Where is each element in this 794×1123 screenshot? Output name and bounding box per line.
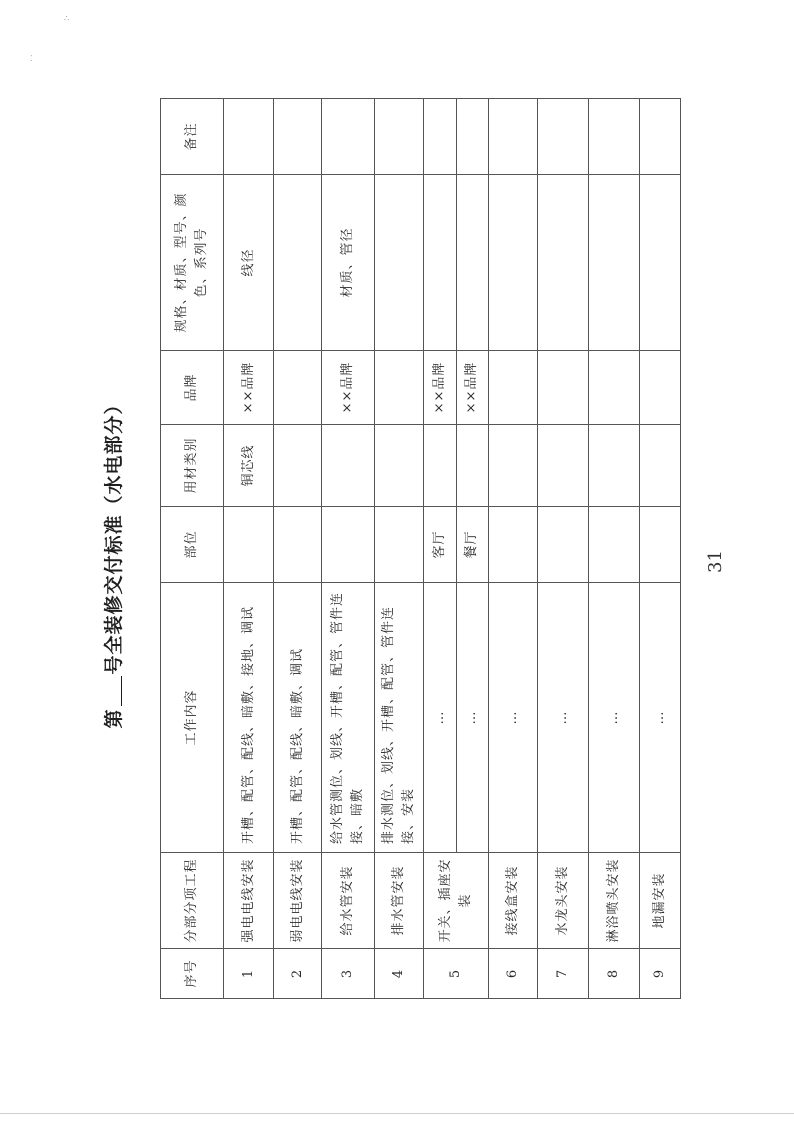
delivery-standard-table [160,98,681,999]
cell-seq: 5 [424,949,489,999]
cell-remark [375,99,424,175]
page-number: 31 [705,550,726,573]
header-sub-project: 分部分项工程 [161,853,224,949]
title-blank-line [105,677,122,707]
cell-sub-project: 弱电电线安装 [274,853,322,949]
table-row [274,99,322,999]
cell-remark [456,99,489,175]
cell-location [274,507,322,583]
scan-edge-line [0,1113,794,1114]
header-remark: 备注 [161,99,224,175]
cell-material-type [640,425,681,507]
cell-work: 开槽、配管、配线、暗敷、调试 [274,583,322,853]
header-work: 工作内容 [161,583,224,853]
cell-spec: 材质、管径 [322,175,375,351]
cell-sub-project: 水龙头安装 [538,853,589,949]
cell-material-type [322,425,375,507]
cell-seq: 3 [322,949,375,999]
scan-speck: ∴ [64,14,70,23]
cell-spec [538,175,589,351]
cell-seq: 4 [375,949,424,999]
cell-brand: ××品牌 [456,351,489,425]
cell-spec [589,175,640,351]
cell-location [589,507,640,583]
cell-seq: 1 [224,949,274,999]
cell-material-type [375,425,424,507]
cell-brand [538,351,589,425]
cell-material-type [538,425,589,507]
cell-remark [538,99,589,175]
cell-work: … [456,583,489,853]
cell-spec [456,175,489,351]
cell-work: … [640,583,681,853]
table-row [489,99,538,999]
cell-spec [489,175,538,351]
header-brand: 品牌 [161,351,224,425]
cell-sub-project: 淋浴喷头安装 [589,853,640,949]
table-header-row [161,99,224,999]
cell-spec [424,175,457,351]
cell-spec [274,175,322,351]
cell-remark [424,99,457,175]
header-location: 部位 [161,507,224,583]
cell-location [224,507,274,583]
cell-remark [224,99,274,175]
cell-location: 餐厅 [456,507,489,583]
cell-brand: ××品牌 [224,351,274,425]
cell-remark [640,99,681,175]
cell-work: 排水测位、划线、开槽、配管、管件连接、安装 [375,583,424,853]
cell-seq: 8 [589,949,640,999]
cell-brand [274,351,322,425]
cell-brand [375,351,424,425]
cell-work: … [424,583,457,853]
cell-seq: 7 [538,949,589,999]
table-row [224,99,274,999]
table-row [589,99,640,999]
cell-location [375,507,424,583]
cell-seq: 2 [274,949,322,999]
cell-seq: 6 [489,949,538,999]
cell-location: 客厅 [424,507,457,583]
cell-sub-project: 接线盒安装 [489,853,538,949]
header-seq: 序号 [161,949,224,999]
cell-sub-project: 排水管安装 [375,853,424,949]
cell-sub-project: 给水管安装 [322,853,375,949]
title-suffix: 号全装修交付标准（水电部分） [103,394,125,675]
cell-sub-project: 开关、插座安装 [424,853,489,949]
cell-work: 开槽、配管、配线、暗敷、接地、调试 [224,583,274,853]
cell-remark [274,99,322,175]
cell-brand: ××品牌 [322,351,375,425]
cell-material-type [424,425,457,507]
cell-seq: 9 [640,949,681,999]
cell-brand: ××品牌 [424,351,457,425]
cell-work: … [538,583,589,853]
header-spec: 规格、材质、型号、颜色、系列号 [161,175,224,351]
table-row [640,99,681,999]
cell-work: 给水管测位、划线、开槽、配管、管件连接、暗敷 [322,583,375,853]
cell-sub-project: 强电电线安装 [224,853,274,949]
cell-location [322,507,375,583]
cell-material-type [456,425,489,507]
page-title [99,0,126,1123]
cell-location [489,507,538,583]
table-row [322,99,375,999]
table-row [375,99,424,999]
cell-work: … [589,583,640,853]
cell-brand [489,351,538,425]
cell-material-type [589,425,640,507]
cell-material-type: 铜芯线 [224,425,274,507]
cell-material-type [489,425,538,507]
cell-brand [589,351,640,425]
cell-location [640,507,681,583]
cell-spec [375,175,424,351]
header-material-type: 用材类别 [161,425,224,507]
cell-remark [589,99,640,175]
cell-spec [640,175,681,351]
cell-sub-project: 地漏安装 [640,853,681,949]
table-row [538,99,589,999]
cell-remark [489,99,538,175]
cell-brand [640,351,681,425]
cell-work: … [489,583,538,853]
cell-remark [322,99,375,175]
cell-spec: 线径 [224,175,274,351]
scan-speck: ⁚ [30,54,33,63]
cell-material-type [274,425,322,507]
cell-location [538,507,589,583]
table-row [424,99,457,999]
title-prefix: 第 [103,708,125,729]
